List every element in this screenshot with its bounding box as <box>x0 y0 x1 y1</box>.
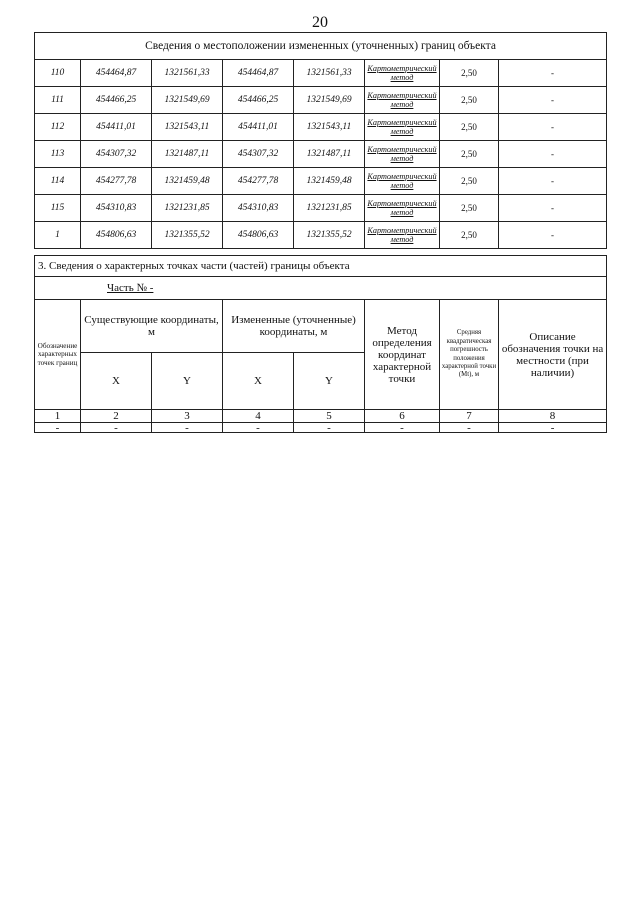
header-mt: Средняя квадратическая погрешность положения характерной точки (Mt), м <box>440 300 499 410</box>
y-existing: 1321543,11 <box>152 114 223 141</box>
y-changed: 1321231,85 <box>294 195 365 222</box>
x-changed: 454307,32 <box>223 141 294 168</box>
method-cell: Картометрический метод <box>365 195 440 222</box>
header-y-existing: Y <box>152 353 223 410</box>
point-number: 111 <box>35 87 81 114</box>
mt-cell: 2,50 <box>440 87 499 114</box>
header-designation: Обозначение характерных точек границ <box>35 300 81 410</box>
page-number: 20 <box>312 14 328 31</box>
point-number: 112 <box>35 114 81 141</box>
table-row <box>35 141 607 168</box>
x-changed: 454277,78 <box>223 168 294 195</box>
method-cell: Картометрический метод <box>365 222 440 249</box>
mt-cell: 2,50 <box>440 60 499 87</box>
changed-boundaries-table <box>34 32 607 249</box>
x-changed: 454464,87 <box>223 60 294 87</box>
y-changed: 1321561,33 <box>294 60 365 87</box>
col-number: 1 <box>35 410 81 423</box>
description-cell: - <box>499 195 607 222</box>
mt-cell: 2,50 <box>440 222 499 249</box>
description-cell: - <box>499 222 607 249</box>
empty-cell: - <box>365 423 440 433</box>
point-number: 113 <box>35 141 81 168</box>
x-changed: 454466,25 <box>223 87 294 114</box>
empty-cell: - <box>152 423 223 433</box>
header-existing-coords: Существующие координаты, м <box>81 300 223 353</box>
mt-cell: 2,50 <box>440 168 499 195</box>
x-existing: 454464,87 <box>81 60 152 87</box>
x-existing: 454411,01 <box>81 114 152 141</box>
col-number: 6 <box>365 410 440 423</box>
section-title: Сведения о местоположении измененных (уточненных) границ объекта <box>35 33 607 60</box>
x-changed: 454806,63 <box>223 222 294 249</box>
col-number: 8 <box>499 410 607 423</box>
y-existing: 1321459,48 <box>152 168 223 195</box>
empty-cell: - <box>35 423 81 433</box>
description-cell: - <box>499 141 607 168</box>
empty-cell: - <box>223 423 294 433</box>
y-changed: 1321543,11 <box>294 114 365 141</box>
y-changed: 1321459,48 <box>294 168 365 195</box>
header-y-changed: Y <box>294 353 365 410</box>
col-number: 7 <box>440 410 499 423</box>
x-existing: 454806,63 <box>81 222 152 249</box>
col-number: 2 <box>81 410 152 423</box>
y-changed: 1321549,69 <box>294 87 365 114</box>
mt-cell: 2,50 <box>440 141 499 168</box>
col-number: 5 <box>294 410 365 423</box>
method-cell: Картометрический метод <box>365 87 440 114</box>
empty-cell: - <box>294 423 365 433</box>
mt-cell: 2,50 <box>440 114 499 141</box>
part-number: Часть № - <box>35 277 607 300</box>
description-cell: - <box>499 114 607 141</box>
header-changed-coords: Измененные (уточненные) координаты, м <box>223 300 365 353</box>
mt-cell: 2,50 <box>440 195 499 222</box>
header-x-existing: X <box>81 353 152 410</box>
table-row <box>35 222 607 249</box>
y-existing: 1321487,11 <box>152 141 223 168</box>
x-changed: 454310,83 <box>223 195 294 222</box>
col-number: 4 <box>223 410 294 423</box>
col-number: 3 <box>152 410 223 423</box>
y-changed: 1321487,11 <box>294 141 365 168</box>
empty-cell: - <box>440 423 499 433</box>
point-number: 114 <box>35 168 81 195</box>
method-cell: Картометрический метод <box>365 114 440 141</box>
section3-title: 3. Сведения о характерных точках части (частей) границы объекта <box>35 256 607 277</box>
point-number: 1 <box>35 222 81 249</box>
x-existing: 454310,83 <box>81 195 152 222</box>
part-points-table <box>34 255 607 433</box>
x-changed: 454411,01 <box>223 114 294 141</box>
header-method: Метод определения координат характерной точки <box>365 300 440 410</box>
empty-cell: - <box>81 423 152 433</box>
y-existing: 1321549,69 <box>152 87 223 114</box>
method-cell: Картометрический метод <box>365 168 440 195</box>
method-cell: Картометрический метод <box>365 141 440 168</box>
y-existing: 1321231,85 <box>152 195 223 222</box>
y-existing: 1321355,52 <box>152 222 223 249</box>
header-description: Описание обозначения точки на местности (при наличии) <box>499 300 607 410</box>
description-cell: - <box>499 168 607 195</box>
table-row <box>35 195 607 222</box>
table-row <box>35 87 607 114</box>
x-existing: 454466,25 <box>81 87 152 114</box>
description-cell: - <box>499 60 607 87</box>
table-row <box>35 168 607 195</box>
point-number: 110 <box>35 60 81 87</box>
point-number: 115 <box>35 195 81 222</box>
empty-cell: - <box>499 423 607 433</box>
x-existing: 454307,32 <box>81 141 152 168</box>
y-existing: 1321561,33 <box>152 60 223 87</box>
x-existing: 454277,78 <box>81 168 152 195</box>
header-x-changed: X <box>223 353 294 410</box>
y-changed: 1321355,52 <box>294 222 365 249</box>
description-cell: - <box>499 87 607 114</box>
method-cell: Картометрический метод <box>365 60 440 87</box>
table-row <box>35 114 607 141</box>
table-row <box>35 60 607 87</box>
